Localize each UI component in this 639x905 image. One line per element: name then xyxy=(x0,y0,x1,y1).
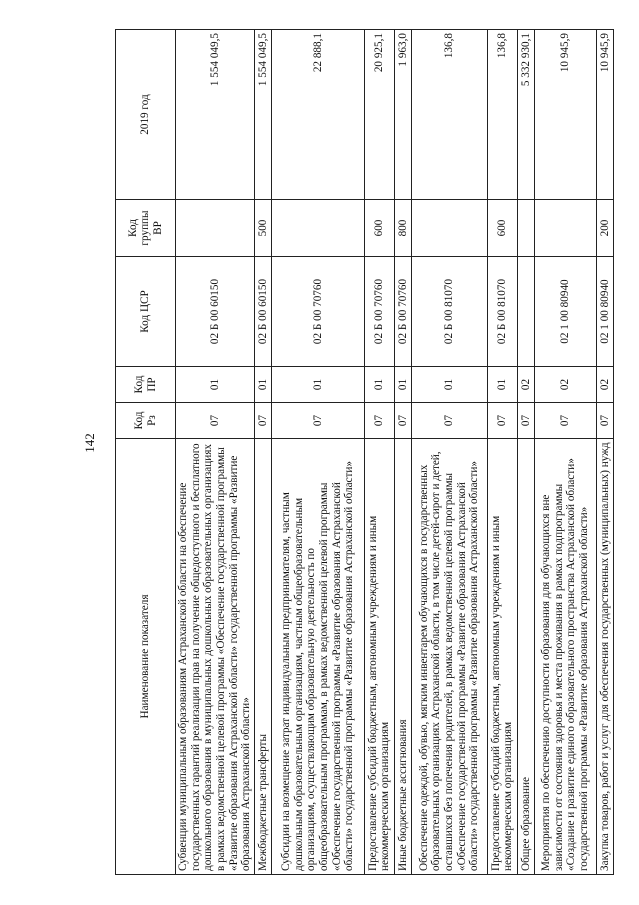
row-csr: 02 1 00 80940 xyxy=(596,257,613,367)
row-vr: 600 xyxy=(487,200,517,257)
row-vr xyxy=(411,200,487,257)
row-vr: 500 xyxy=(254,200,271,257)
table-row xyxy=(364,30,394,875)
row-rz: 07 xyxy=(411,403,487,439)
page-number: 142 xyxy=(82,433,97,453)
header-name: Наименование показателя xyxy=(116,439,176,875)
row-rz: 07 xyxy=(517,403,534,439)
row-csr: 02 Б 00 70760 xyxy=(271,257,364,367)
row-pr: 02 xyxy=(517,367,534,403)
row-pr: 01 xyxy=(411,367,487,403)
row-rz: 07 xyxy=(254,403,271,439)
row-rz: 07 xyxy=(596,403,613,439)
row-pr: 02 xyxy=(534,367,596,403)
row-amount: 10 945,9 xyxy=(596,30,613,200)
row-csr: 02 Б 00 81070 xyxy=(411,257,487,367)
row-name: Субсидии на возмещение затрат индивидуальным предпринимателям, частным дошкольным образовательным организациям, частным общеобразовательным организациям, осуществляющим образовательную деятельность по общеобразовательным программам, в рамках ведомственной целевой программы «Обеспечение государственной программы «Развитие образования Астраханской области» государственной программы «Развитие образования Астраханской области» xyxy=(271,439,364,875)
table-row xyxy=(411,30,487,875)
row-amount: 136,8 xyxy=(411,30,487,200)
header-csr: Код ЦСР xyxy=(116,257,176,367)
row-vr xyxy=(176,200,255,257)
row-pr: 01 xyxy=(271,367,364,403)
row-amount: 1 554 049,5 xyxy=(254,30,271,200)
row-csr xyxy=(517,257,534,367)
row-name: Предоставление субсидий бюджетным, автономным учреждениям и иным некоммерческим организациям xyxy=(364,439,394,875)
table-body xyxy=(176,30,614,875)
row-amount: 22 888,1 xyxy=(271,30,364,200)
row-vr: 800 xyxy=(394,200,411,257)
header-pr: Код ПР xyxy=(116,367,176,403)
row-pr: 02 xyxy=(596,367,613,403)
row-csr: 02 Б 00 60150 xyxy=(176,257,255,367)
row-amount: 10 945,9 xyxy=(534,30,596,200)
row-name: Иные бюджетные ассигнования xyxy=(394,439,411,875)
row-vr xyxy=(534,200,596,257)
row-csr: 02 Б 00 81070 xyxy=(487,257,517,367)
row-csr: 02 Б 00 70760 xyxy=(394,257,411,367)
row-amount: 1 554 049,5 xyxy=(176,30,255,200)
table-row xyxy=(254,30,271,875)
row-vr xyxy=(517,200,534,257)
row-name: Обеспечение одеждой, обувью, мягким инвентарем обучающихся в государственных образовательных организациях Астраханской области, в том числе детей-сирот и детей, оставшихся без попечения родителей, в рамках ведомственной целевой программы «Обеспечение государственной программы «Развитие образования Астраханской области» государственной программы «Развитие образования Астраханской области» xyxy=(411,439,487,875)
row-vr: 600 xyxy=(364,200,394,257)
row-name: Межбюджетные трансферты xyxy=(254,439,271,875)
table-row xyxy=(596,30,613,875)
row-rz: 07 xyxy=(176,403,255,439)
table-row xyxy=(534,30,596,875)
table-row xyxy=(394,30,411,875)
row-rz: 07 xyxy=(534,403,596,439)
row-csr: 02 1 00 80940 xyxy=(534,257,596,367)
row-rz: 07 xyxy=(364,403,394,439)
row-pr: 01 xyxy=(394,367,411,403)
row-pr: 01 xyxy=(176,367,255,403)
table-row xyxy=(176,30,255,875)
row-rz: 07 xyxy=(271,403,364,439)
budget-table xyxy=(115,29,614,875)
table-row xyxy=(271,30,364,875)
row-rz: 07 xyxy=(394,403,411,439)
row-pr: 01 xyxy=(364,367,394,403)
header-rz: Код Рз xyxy=(116,403,176,439)
header-year: 2019 год xyxy=(116,30,176,200)
header-vr: Код группы ВР xyxy=(116,200,176,257)
row-vr: 200 xyxy=(596,200,613,257)
row-amount: 5 332 930,1 xyxy=(517,30,534,200)
row-amount: 136,8 xyxy=(487,30,517,200)
row-csr: 02 Б 00 60150 xyxy=(254,257,271,367)
table-row xyxy=(517,30,534,875)
row-pr: 01 xyxy=(487,367,517,403)
row-name: Предоставление субсидий бюджетным, автономным учреждениям и иным некоммерческим организациям xyxy=(487,439,517,875)
rotated-page xyxy=(115,30,611,875)
row-csr: 02 Б 00 70760 xyxy=(364,257,394,367)
row-name: Общее образование xyxy=(517,439,534,875)
table-row xyxy=(487,30,517,875)
row-amount: 1 963,0 xyxy=(394,30,411,200)
row-pr: 01 xyxy=(254,367,271,403)
row-name: Субвенции муниципальным образованиям Астраханской области на обеспечение государственных гарантий реализации прав на получение общедоступного и бесплатного дошкольного образования в муниципальных дошкольных образовательных организациях в рамках ведомственной целевой программы «Обеспечение государственной программы «Развитие образования Астраханской области» государственной программы «Развитие образования Астраханской области» xyxy=(176,439,255,875)
row-name: Закупка товаров, работ и услуг для обеспечения государственных (муниципальных) нужд xyxy=(596,439,613,875)
row-amount: 20 925,1 xyxy=(364,30,394,200)
row-name: Мероприятия по обеспечению доступности образования для обучающихся вне зависимости от состояния здоровья и места проживания в рамках подпрограммы «Создание и развитие единого образовательного пространства Астраханской области» государственной программы «Развитие образования Астраханской области» xyxy=(534,439,596,875)
row-rz: 07 xyxy=(487,403,517,439)
table-header xyxy=(116,30,176,875)
row-vr xyxy=(271,200,364,257)
